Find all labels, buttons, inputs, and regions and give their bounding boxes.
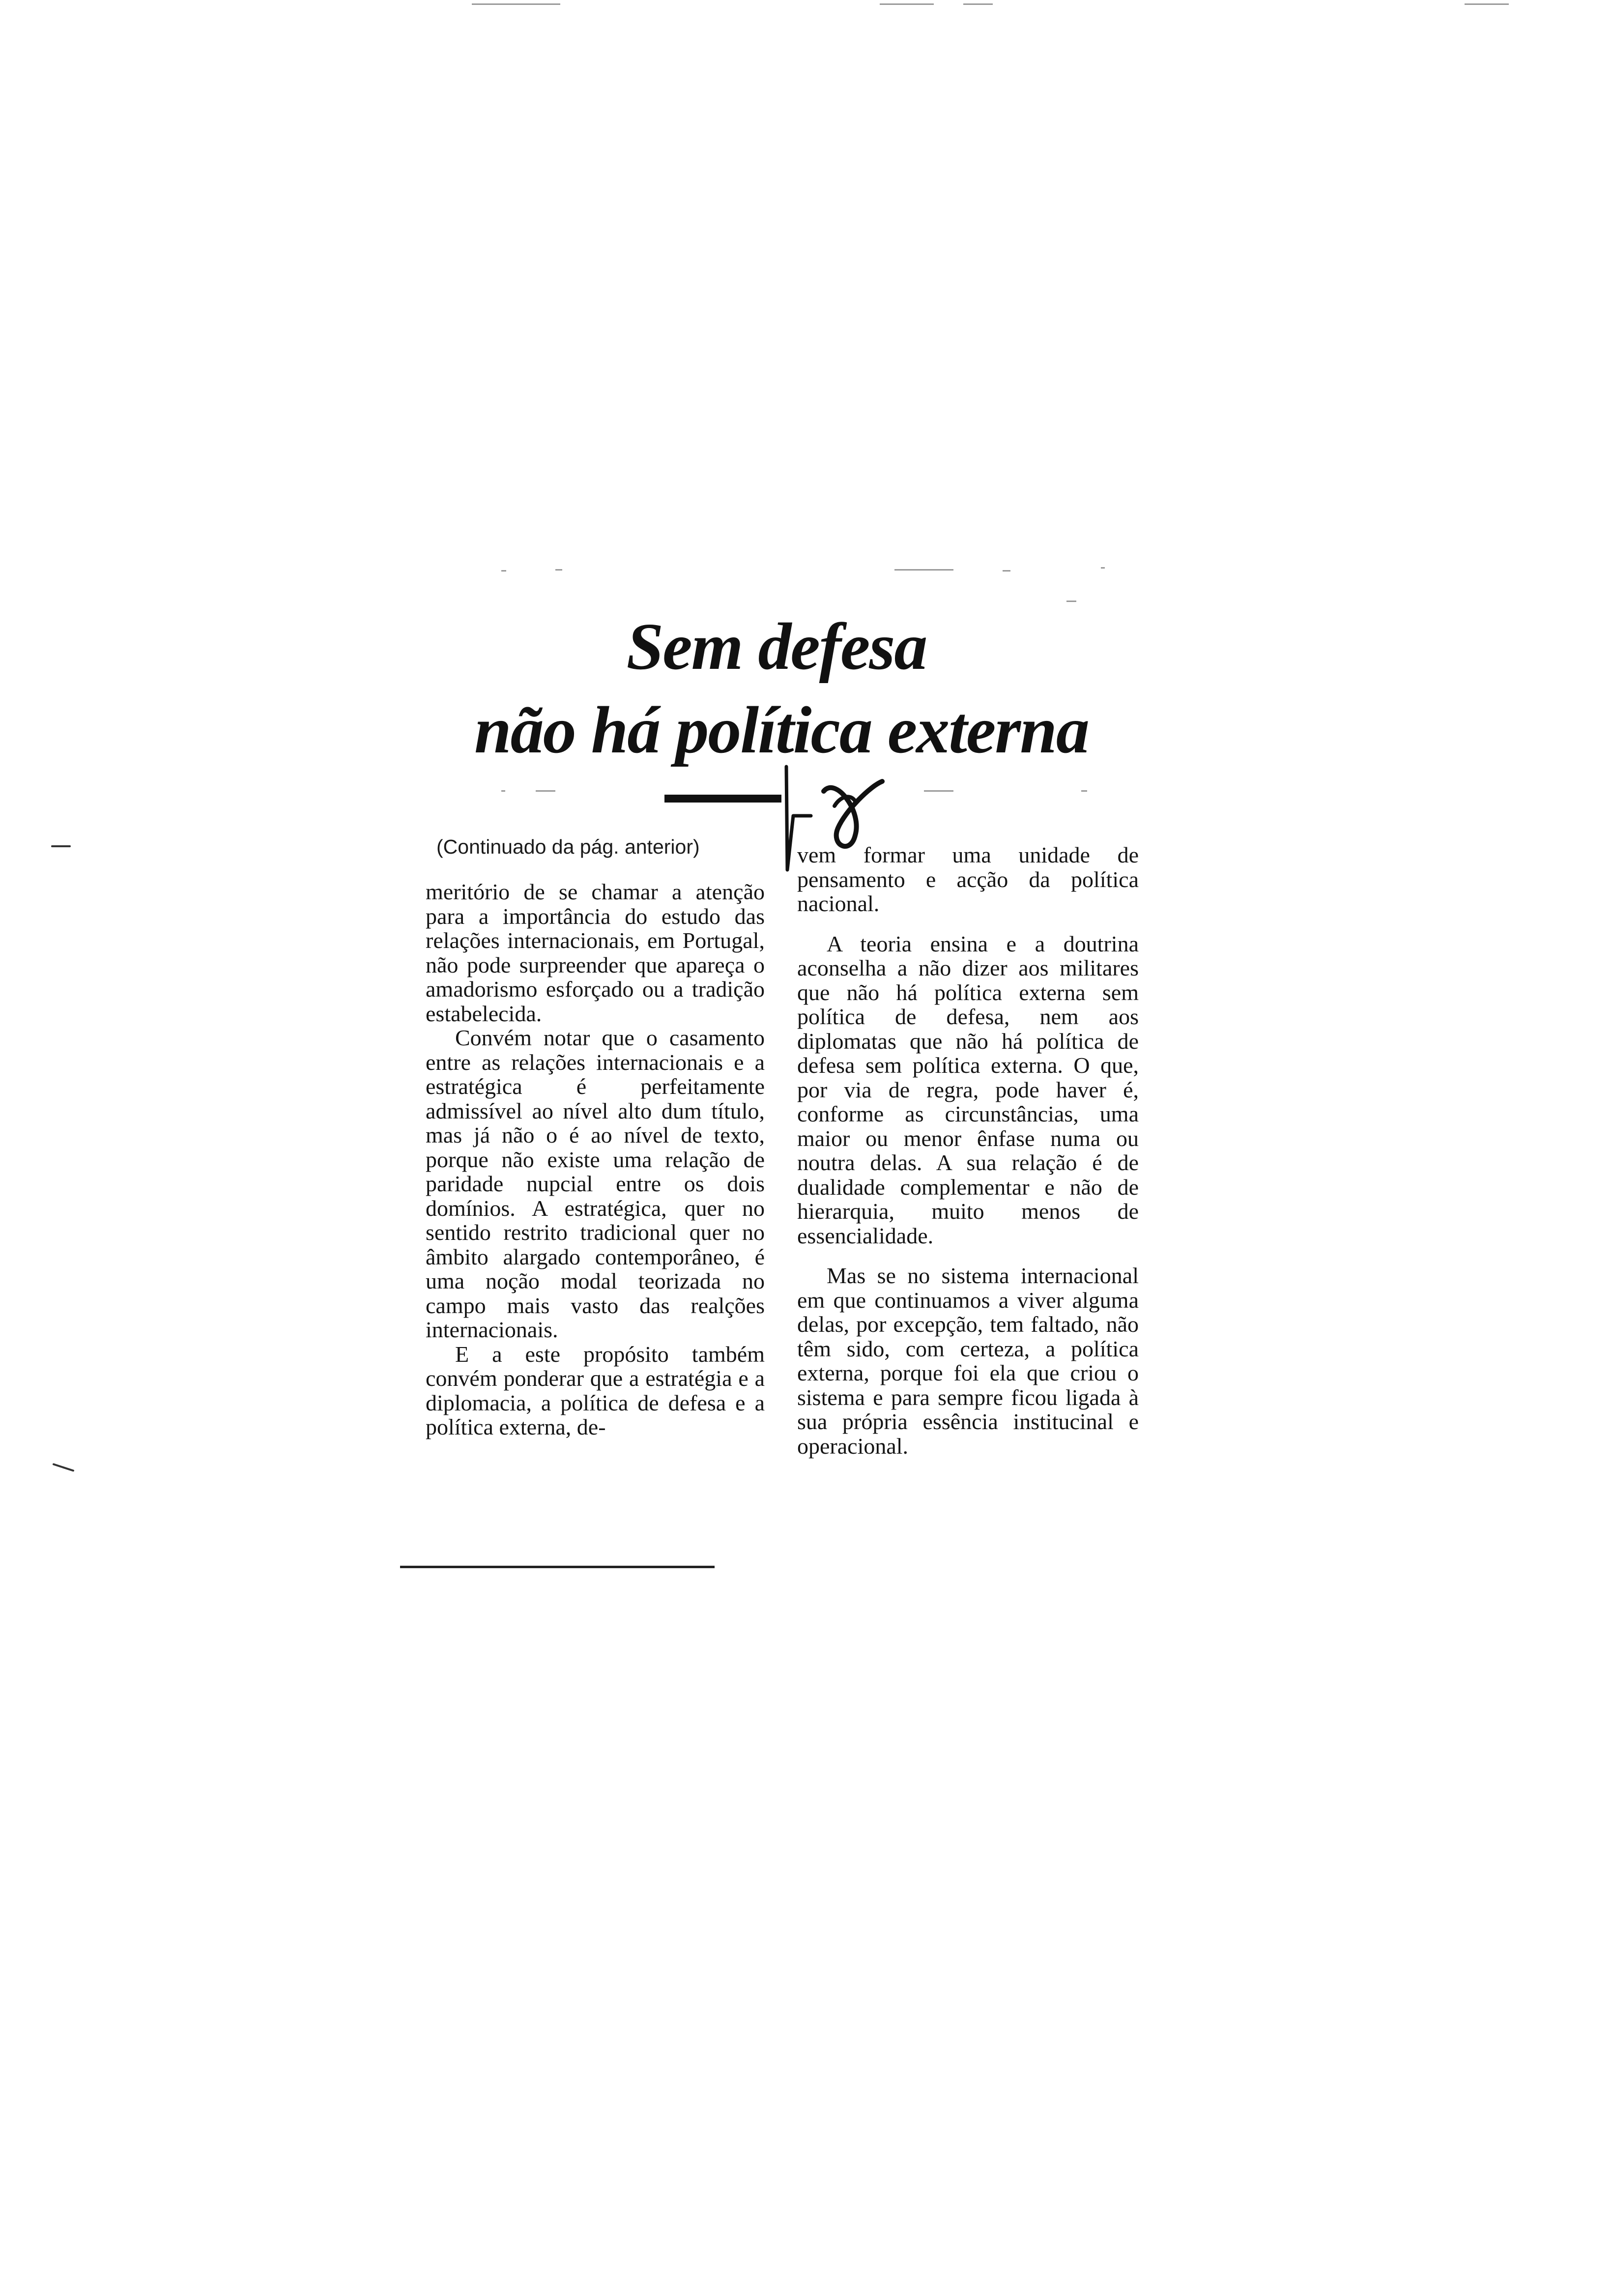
paragraph: vem formar uma unidade de pensamento e acção da política nacional.	[797, 842, 1139, 916]
paragraph: E a este propósito também convém ponderar que a estratégia e a diplomacia, a política de defesa e a política externa, de-	[426, 1341, 765, 1439]
article-column-right	[797, 843, 1139, 1458]
paragraph: A teoria ensina e a doutrina aconselha a não dizer aos militares que não há política externa sem política de defesa, nem aos diplomatas que não há política de defesa sem política externa. O que, por via de regra, pode haver é, conforme as circunstâncias, uma maior ou menor ênfase numa ou noutra delas. A sua relação é de dualidade complementar e não de hierarquia, muito menos de essencialidade.	[797, 931, 1139, 1248]
margin-mark	[53, 1463, 75, 1472]
end-rule	[400, 1566, 715, 1568]
headline-line-1: Sem defesa	[626, 610, 927, 684]
headline-line-2: não há política externa	[474, 693, 1089, 767]
paragraph: Mas se no sistema internacional em que continuamos a viver alguma delas, por excepção, tem faltado, não têm sido, com certeza, a política externa, porque foi ela que criou o sistema e para sempre ficou ligada à sua própria essência institucinal e operacional.	[797, 1263, 1139, 1459]
margin-mark	[51, 845, 71, 847]
article-column-left	[426, 880, 765, 1439]
title-dash	[664, 795, 781, 803]
paragraph: Convém notar que o casamento entre as relações internacionais e a estratégica é perfeitamente admissível ao nível alto dum título, mas já não o é ao nível de texto, porque não existe uma relação de paridade nupcial entre os dois domínios. A estratégica, quer no sentido restrito tradicional quer no âmbito alargado contemporâneo, é uma noção modal teorizada no campo mais vasto das realções internacionais.	[426, 1025, 765, 1342]
continued-note: (Continuado da pág. anterior)	[436, 835, 700, 858]
paragraph: meritório de se chamar a atenção para a importância do estudo das relações internacionais, em Portugal, não pode surpreender que apareça o amadorismo esforçado ou a tradição estabelecida.	[426, 879, 765, 1026]
